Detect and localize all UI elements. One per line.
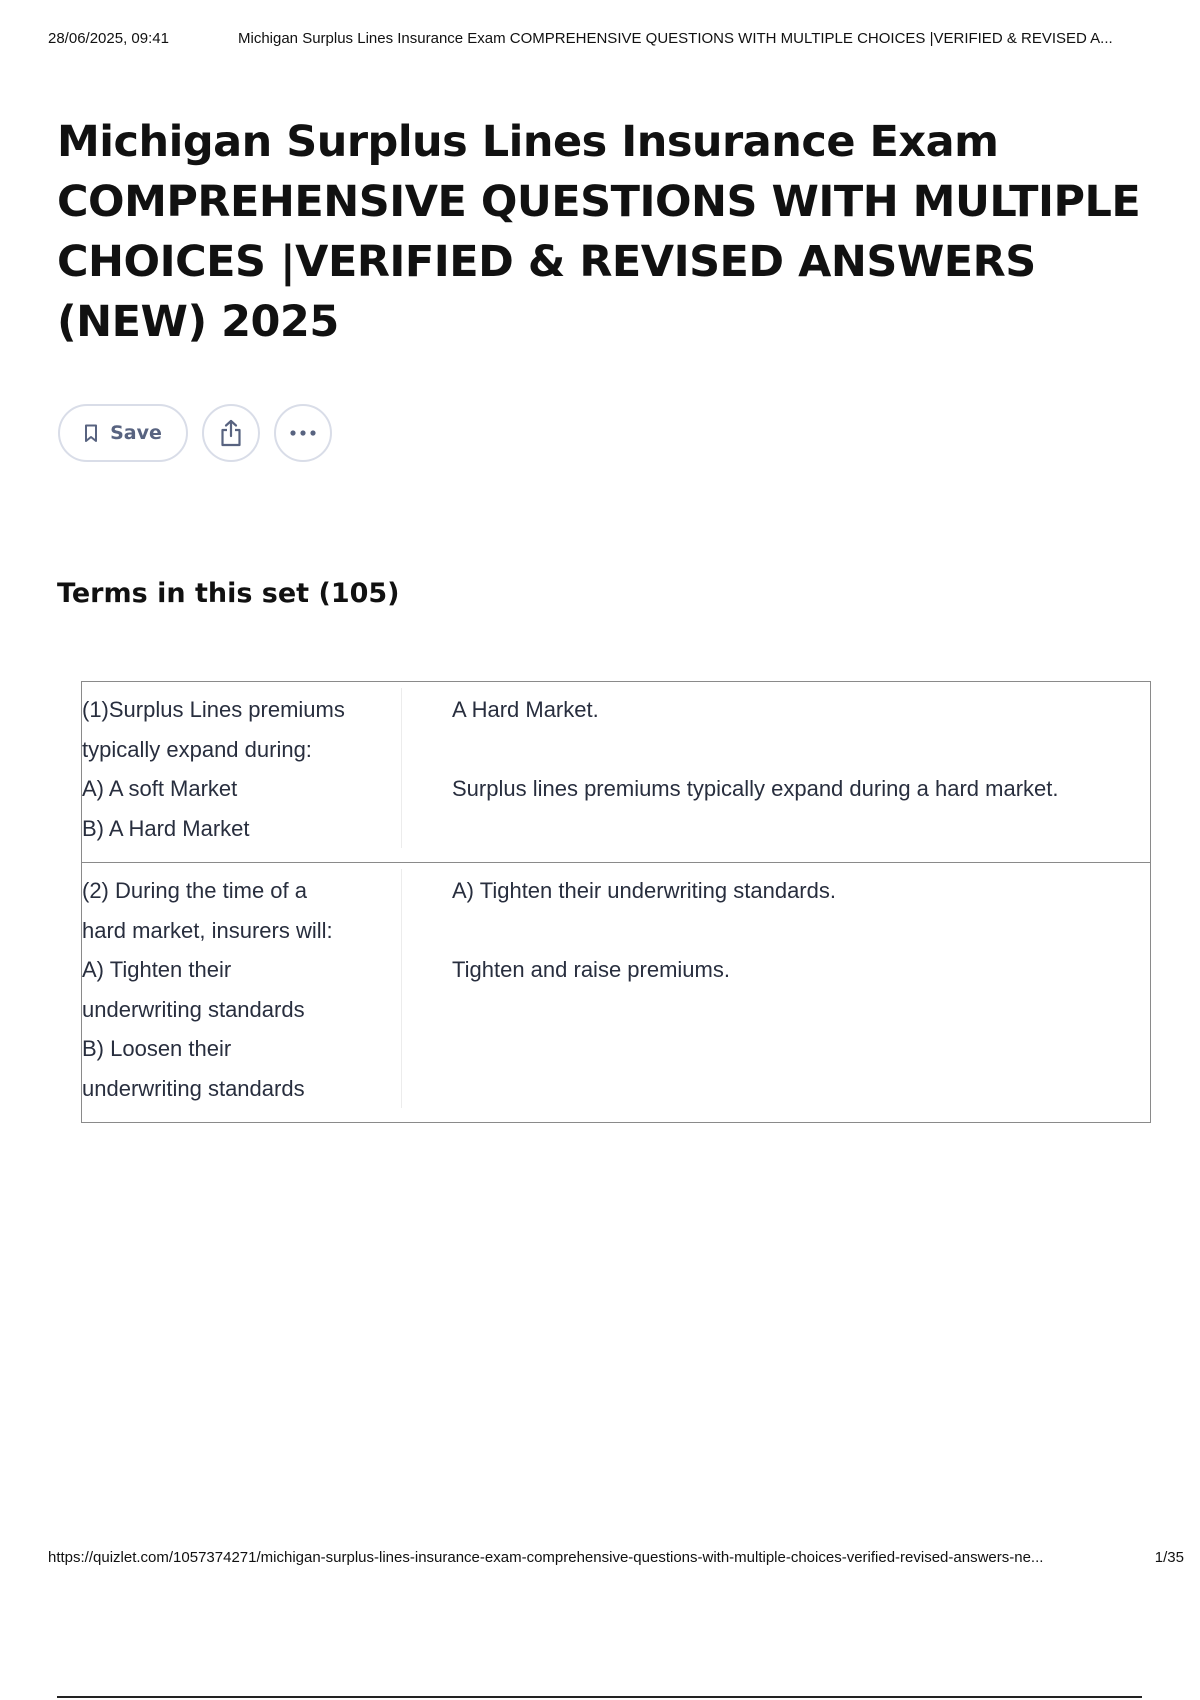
print-url[interactable]: https://quizlet.com/1057374271/michigan-surplus-lines-insurance-exam-comprehensive-questions-with-multiple-choices-verified-revised-answers-ne...: [48, 1549, 1044, 1566]
term-row: [82, 682, 1150, 863]
more-options-icon: [290, 430, 316, 436]
term-line: B) Loosen their: [82, 1036, 232, 1061]
terms-heading: Terms in this set (105): [57, 578, 400, 609]
term-text: [82, 688, 402, 848]
term-line: underwriting standards: [82, 1075, 305, 1101]
print-doc-title: Michigan Surplus Lines Insurance Exam COMPREHENSIVE QUESTIONS WITH MULTIPLE CHOICES |VERIFIED & REVISED A...: [238, 30, 1113, 47]
term-line: (2) During the time of a: [82, 878, 307, 903]
definition-text: [402, 688, 1150, 848]
definition-paragraph: A) Tighten their underwriting standards.: [452, 878, 836, 903]
term-line: underwriting standards: [82, 996, 305, 1022]
save-button[interactable]: [58, 404, 188, 462]
term-line: A) A soft Market: [82, 776, 238, 801]
save-button-label: Save: [110, 422, 162, 444]
definition-paragraph: Tighten and raise premiums.: [452, 957, 730, 982]
print-page-number: 1/35: [1154, 1549, 1184, 1566]
terms-table: [81, 681, 1151, 1123]
definition-text: [402, 869, 1150, 1108]
divider: [57, 1696, 1142, 1698]
page-title: Michigan Surplus Lines Insurance Exam COMPREHENSIVE QUESTIONS WITH MULTIPLE CHOICES |VERIFIED & REVISED ANSWERS (NEW) 2025: [57, 117, 1141, 347]
action-bar: [58, 404, 332, 462]
definition-paragraph: Surplus lines premiums typically expand during a hard market.: [452, 776, 1059, 801]
term-line: (1)Surplus Lines premiums: [82, 697, 345, 722]
term-line: B) A Hard Market: [82, 815, 250, 841]
print-datetime: 28/06/2025, 09:41: [48, 30, 169, 47]
term-row: [82, 863, 1150, 1122]
more-options-button[interactable]: [274, 404, 332, 462]
definition-paragraph: A Hard Market.: [452, 697, 599, 722]
term-line: A) Tighten their: [82, 957, 232, 982]
share-button[interactable]: [202, 404, 260, 462]
term-text: [82, 869, 402, 1108]
share-icon: [219, 419, 243, 447]
bookmark-icon: [84, 424, 98, 443]
term-line: typically expand during:: [82, 736, 312, 762]
term-line: hard market, insurers will:: [82, 917, 333, 943]
